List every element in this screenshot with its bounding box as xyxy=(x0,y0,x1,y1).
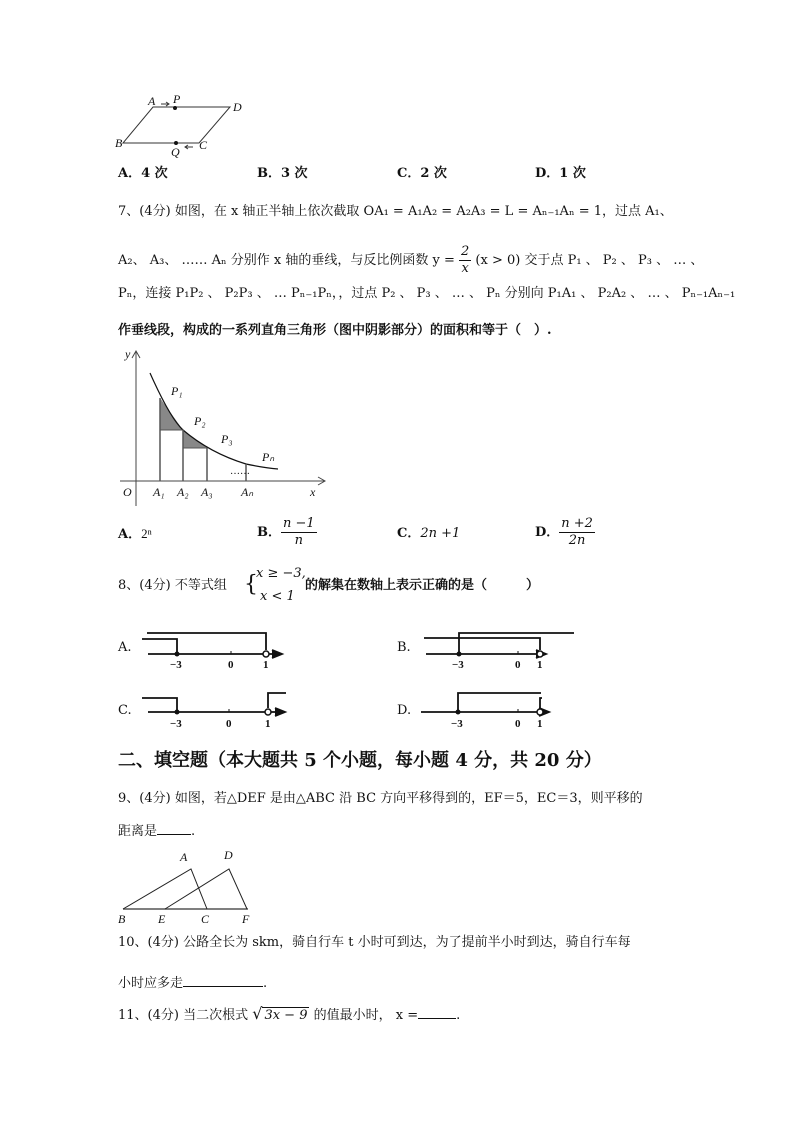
label-A1: A₁ xyxy=(153,485,165,499)
label-P2: P₂ xyxy=(194,414,206,428)
label-P3: P₃ xyxy=(221,432,233,446)
label-Q: Q xyxy=(171,145,180,159)
tick-label: 1 xyxy=(265,718,271,730)
fraction-denominator: 2n xyxy=(568,533,586,548)
label-Pn: Pₙ xyxy=(262,450,275,464)
period: . xyxy=(456,1008,461,1023)
tick-label: 0 xyxy=(515,718,521,730)
label-B: B xyxy=(118,912,126,926)
q7-fraction xyxy=(459,244,471,277)
label-E: E xyxy=(158,912,166,926)
q8-condition-2: x < 1 xyxy=(260,589,295,604)
q9-line2 xyxy=(118,822,195,840)
fraction-numerator: 2 xyxy=(460,244,470,259)
q10-line1: 10、(4分) 公路全长为 skm，骑自行车 t 小时可到达，为了提前半小时到达，骑自行车每 xyxy=(118,935,631,950)
q9-line1: 9、(4分) 如图，若△DEF 是由△ABC 沿 BC 方向平移得到的，EF＝5，EC＝3，则平移的 xyxy=(118,791,643,806)
label-An: Aₙ xyxy=(241,485,254,499)
q7-line2 xyxy=(118,244,703,277)
q6-option-b: B．3 次 xyxy=(257,166,308,181)
number-line-a xyxy=(144,630,294,670)
q6-option-c: C．2 次 xyxy=(397,166,447,181)
label-x: x xyxy=(310,485,316,499)
q7-line3: Pₙ，连接 P₁P₂ 、 P₂P₃ 、 … Pₙ₋₁Pₙ，，过点 P₂ 、 P₃ 、 … 、 Pₙ 分别向 P₁A₁ 、 P₂A₂ 、 … 、 Pₙ₋₁Aₙ₋₁ xyxy=(118,286,736,301)
answer-blank[interactable] xyxy=(157,822,191,835)
inverse-function-graph xyxy=(115,348,335,508)
brace-icon: { xyxy=(244,572,258,597)
q9-line2-text: 距离是 xyxy=(118,824,158,839)
label-y: y xyxy=(125,347,131,361)
option-value: 2ⁿ xyxy=(141,526,152,541)
sqrt-icon: √ xyxy=(252,1004,263,1023)
option-value: 2n +1 xyxy=(420,526,461,541)
q7-option-c xyxy=(397,526,460,542)
fraction-denominator: n xyxy=(294,533,304,548)
option-letter: C． xyxy=(397,526,421,541)
tick-label: −3 xyxy=(451,718,463,730)
radicand: 3x − 9 xyxy=(264,1008,308,1023)
label-A2: A₂ xyxy=(177,485,189,499)
option-letter: B． xyxy=(257,525,281,540)
q7-line4: 作垂线段，构成的一系列直角三角形（图中阴影部分）的面积和等于（ ）. xyxy=(118,323,552,338)
triangle-translation-figure xyxy=(118,845,268,925)
label-dots: …… xyxy=(230,466,250,477)
q7-line2-text: A₂、 A₃、 …… Aₙ 分别作 x 轴的垂线，与反比例函数 y = xyxy=(118,253,455,268)
tick-label: −3 xyxy=(170,659,182,671)
label-A: A xyxy=(148,94,156,108)
q8-option-c-label: C. xyxy=(118,703,132,718)
label-O: O xyxy=(123,485,132,499)
q8-option-d-label: D. xyxy=(397,703,412,718)
fraction-numerator: n −1 xyxy=(283,516,315,531)
label-F: F xyxy=(242,912,250,926)
q6-option-d: D．1 次 xyxy=(535,166,586,181)
number-line-d xyxy=(421,690,571,730)
number-line-b xyxy=(424,630,604,670)
section-heading: 二、填空题（本大题共 5 个小题，每小题 4 分，共 20 分） xyxy=(118,750,602,771)
period: . xyxy=(191,824,196,839)
q7-option-b xyxy=(257,516,317,549)
label-A3: A₃ xyxy=(201,485,213,499)
q8-option-a-label: A. xyxy=(118,640,132,655)
tick-label: −3 xyxy=(452,659,464,671)
q8-condition-1: x ≥ −3, xyxy=(256,566,306,581)
q8-prefix: 8、(4分) 不等式组 xyxy=(118,578,227,593)
q7-line1: 7、(4分) 如图，在 x 轴正半轴上依次截取 OA₁ = A₁A₂ = A₂A₃ = L = Aₙ₋₁Aₙ = 1，过点 A₁、 xyxy=(118,204,673,219)
q11-middle: 的值最小时， x = xyxy=(313,1008,419,1023)
q10-line2-text: 小时应多走 xyxy=(118,976,184,991)
q11-line xyxy=(118,1006,460,1024)
tick-label: 0 xyxy=(228,659,234,671)
q7-line2-text-end: (x > 0) 交于点 P₁ 、 P₂ 、 P₃ 、 … 、 xyxy=(475,253,704,268)
q8-suffix: 的解集在数轴上表示正确的是（ ） xyxy=(305,578,540,593)
tick-label: 1 xyxy=(263,659,269,671)
q10-line2 xyxy=(118,974,267,992)
tick-label: −3 xyxy=(170,718,182,730)
tick-label: 1 xyxy=(537,718,543,730)
label-D: D xyxy=(233,100,242,114)
label-C: C xyxy=(201,912,210,926)
parallelogram-figure xyxy=(115,92,275,165)
label-C: C xyxy=(199,138,208,152)
answer-blank[interactable] xyxy=(183,974,263,987)
tick-label: 0 xyxy=(515,659,521,671)
option-letter: D． xyxy=(535,525,560,540)
tick-label: 0 xyxy=(226,718,232,730)
fraction-numerator: n +2 xyxy=(561,516,593,531)
label-P: P xyxy=(173,92,181,106)
q11-prefix: 11、(4分) 当二次根式 xyxy=(118,1008,249,1023)
label-B: B xyxy=(115,136,123,150)
fraction-denominator: x xyxy=(461,261,469,276)
q6-option-a: A．4 次 xyxy=(118,166,168,181)
label-D: D xyxy=(224,848,233,862)
label-P1: P₁ xyxy=(171,384,183,398)
answer-blank[interactable] xyxy=(418,1006,456,1019)
q7-option-a xyxy=(118,526,152,543)
q8-option-b-label: B. xyxy=(397,640,411,655)
number-line-c xyxy=(144,690,294,730)
tick-label: 1 xyxy=(537,659,543,671)
period: . xyxy=(263,976,268,991)
label-A: A xyxy=(180,850,188,864)
q7-option-d xyxy=(535,516,595,549)
option-letter: A． xyxy=(118,527,142,542)
